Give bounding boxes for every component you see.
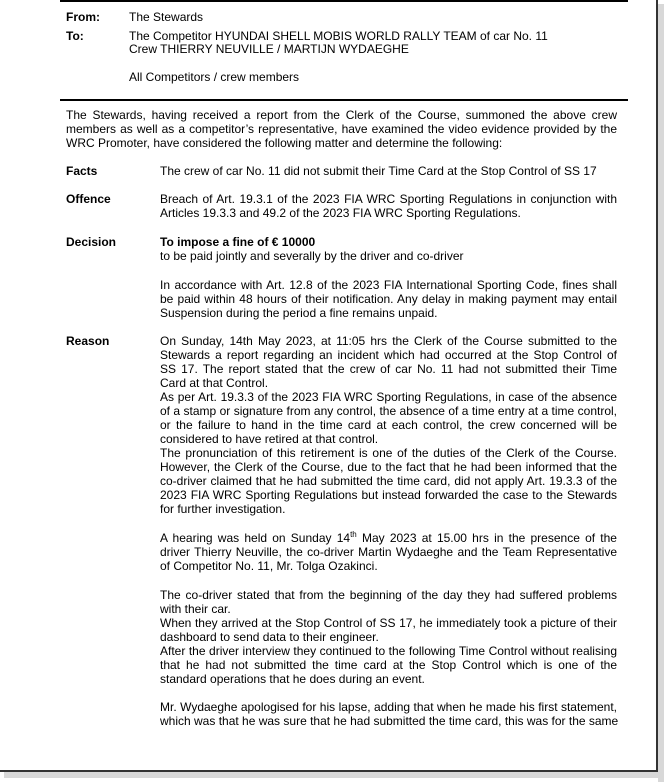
ordinal-suffix: th <box>350 530 357 539</box>
reason-line: or the failure to hand in the time card at each control, the crew concerned will be <box>160 418 617 432</box>
decision-note <box>160 278 617 320</box>
reason-line: The co-driver stated that from the beginning of the day they had suffered problems <box>160 588 617 602</box>
reason-line: co-driver claimed that he had submitted the time card, did not apply Art. 19.3.3 of the <box>160 474 617 488</box>
reason-line: After the driver interview they continued to the following Time Control without realising <box>160 644 617 658</box>
facts-label: Facts <box>66 164 98 178</box>
hearing-text-a: A hearing was held on Sunday 14 <box>160 531 351 545</box>
decision-label: Decision <box>66 235 117 249</box>
hearing-line-1 <box>160 531 617 545</box>
cc-line: All Competitors / crew members <box>129 70 300 84</box>
reason-line: When they arrived at the Stop Control of SS 17, he immediately took a picture of their <box>160 616 617 630</box>
offence-label: Offence <box>66 192 111 206</box>
to-line-1: The Competitor HYUNDAI SHELL MOBIS WORLD RALLY TEAM of car No. 11 <box>129 29 548 43</box>
reason-block-4 <box>160 700 617 728</box>
reason-block-3 <box>160 588 617 686</box>
header-rule <box>60 99 628 101</box>
decision-note-line: Suspension during the period a fine remains unpaid. <box>160 306 438 320</box>
reason-label: Reason <box>66 334 110 348</box>
intro-line: The Stewards, having received a report from the Clerk of the Course, summoned the above crew <box>66 108 617 122</box>
offence-text <box>160 192 617 220</box>
reason-line: standard operations that he does during an event. <box>160 672 425 686</box>
reason-line: 2023 FIA WRC Sporting Regulations but instead forwarded the case to the Stewards <box>160 488 617 502</box>
reason-line: driver Thierry Neuville, the co-driver Martin Wydaeghe and the Team Representative <box>160 545 617 559</box>
reason-line: for further investigation. <box>160 502 286 516</box>
reason-line: However, the Clerk of the Course, due to the fact that he had been informed that the <box>160 460 617 474</box>
reason-block-1 <box>160 334 617 516</box>
intro-line: WRC Promoter, have considered the following matter and determine the following: <box>66 136 503 150</box>
reason-line: The pronunciation of this retirement is one of the duties of the Clerk of the Course. <box>160 446 617 460</box>
from-value: The Stewards <box>129 10 204 24</box>
decision-note-line: be paid within 48 hours of their notification. Any delay in making payment may entail <box>160 292 617 306</box>
offence-line: Articles 19.3.3 and 49.2 of the 2023 FIA WRC Sporting Regulations. <box>160 206 521 220</box>
to-label: To: <box>66 29 84 43</box>
decision-subline: to be paid jointly and severally by the driver and co-driver <box>160 249 464 263</box>
page-shadow-bottom <box>4 772 664 778</box>
reason-line: dashboard to send data to their engineer. <box>160 630 379 644</box>
page-shadow-right <box>658 4 664 782</box>
reason-line: of Competitor No. 11, Mr. Tolga Ozakinci. <box>160 559 378 573</box>
reason-line: that he had not submitted the time card at the Stop Control which is one of the <box>160 658 617 672</box>
reason-line: Stewards a report regarding an incident which had occurred at the Stop Control of <box>160 348 617 362</box>
intro-paragraph <box>66 108 617 150</box>
reason-line: of a stamp or signature from any control, the absence of a time entry at a time control, <box>160 404 617 418</box>
from-label: From: <box>66 10 100 24</box>
facts-text: The crew of car No. 11 did not submit their Time Card at the Stop Control of SS 17 <box>160 164 597 178</box>
hearing-text-b: May 2023 at 15.00 hrs in the presence of the <box>356 531 617 545</box>
reason-hearing <box>160 531 617 573</box>
intro-line: members as well as a competitor’s representative, have examined the video evidence provided by the <box>66 122 617 136</box>
reason-line: SS 17. The report stated that the crew of car No. 11 had not submitted their Time <box>160 362 617 376</box>
reason-line: On Sunday, 14th May 2023, at 11:05 hrs the Clerk of the Course submitted to the <box>160 334 617 348</box>
to-line-2: Crew THIERRY NEUVILLE / MARTIJN WYDAEGHE <box>129 42 409 56</box>
reason-line: As per Art. 19.3.3 of the 2023 FIA WRC Sporting Regulations, in case of the absence <box>160 390 617 404</box>
decision-note-line: In accordance with Art. 12.8 of the 2023 FIA International Sporting Code, fines shall <box>160 278 617 292</box>
reason-line: considered to have retired at that control. <box>160 432 379 446</box>
reason-line: Mr. Wydaeghe apologised for his lapse, adding that when he made his first statement, <box>160 700 617 714</box>
reason-line: Card at that Control. <box>160 376 269 390</box>
reason-line: with their car. <box>160 602 231 616</box>
decision-headline: To impose a fine of € 10000 <box>160 235 316 249</box>
top-rule <box>60 0 628 2</box>
reason-line: which was that he was sure that he had submitted the time card, this was for the same <box>160 714 619 728</box>
offence-line: Breach of Art. 19.3.1 of the 2023 FIA WRC Sporting Regulations in conjunction with <box>160 192 617 206</box>
